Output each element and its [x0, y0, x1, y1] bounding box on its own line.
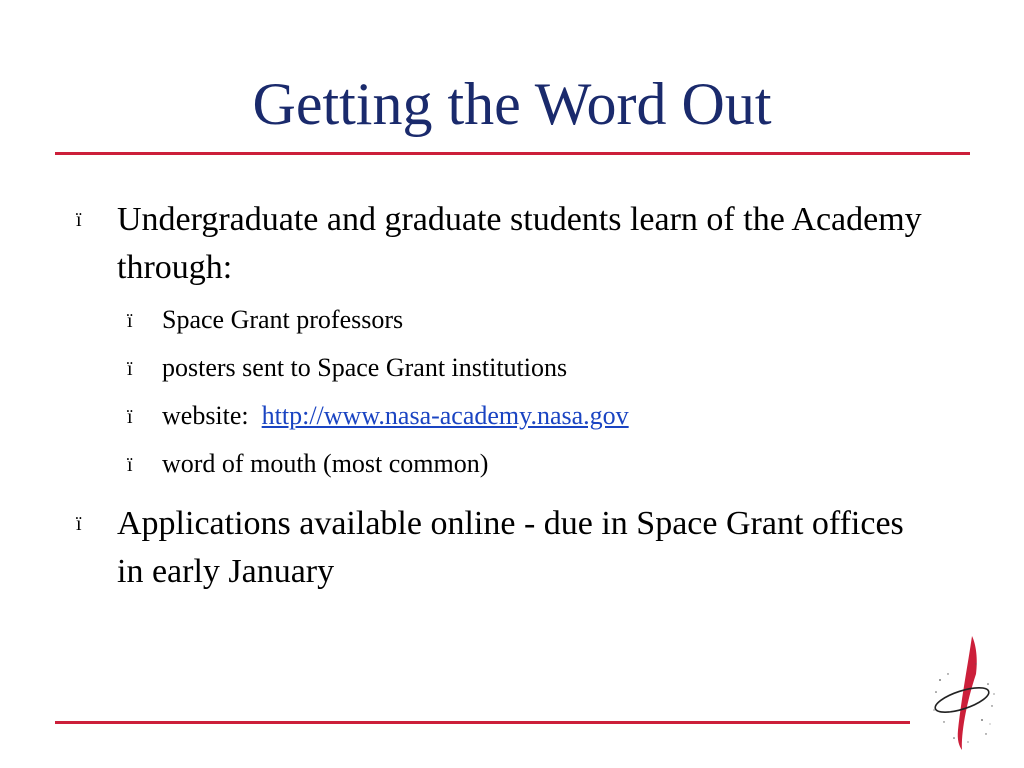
- slide-title: Getting the Word Out: [252, 71, 772, 137]
- footer-divider: [55, 721, 910, 724]
- bullet-text-students: Undergraduate and graduate students learn of the Academy through:: [117, 201, 922, 286]
- sub-bullet-marker: ï: [127, 310, 133, 332]
- sub-bullet-word-of-mouth: word of mouth (most common): [162, 449, 489, 478]
- title-divider: [55, 152, 970, 155]
- sub-bullet-marker: ï: [127, 406, 133, 428]
- bullet-text-applications: Applications available online - due in Space Grant offices in early January: [117, 505, 904, 590]
- nasa-academy-swoosh-logo-icon: [928, 634, 1000, 752]
- bullet-marker: ï: [76, 513, 82, 535]
- sub-bullet-marker: ï: [127, 358, 133, 380]
- bullet-marker: ï: [76, 209, 82, 231]
- website-label: website:: [162, 401, 262, 430]
- sub-bullet-marker: ï: [127, 454, 133, 476]
- sub-bullet-professors: Space Grant professors: [162, 305, 404, 334]
- sub-bullet-website: [162, 400, 922, 432]
- academy-website-link[interactable]: http://www.nasa-academy.nasa.gov: [261, 401, 629, 430]
- sub-bullet-posters: posters sent to Space Grant institutions: [162, 353, 568, 382]
